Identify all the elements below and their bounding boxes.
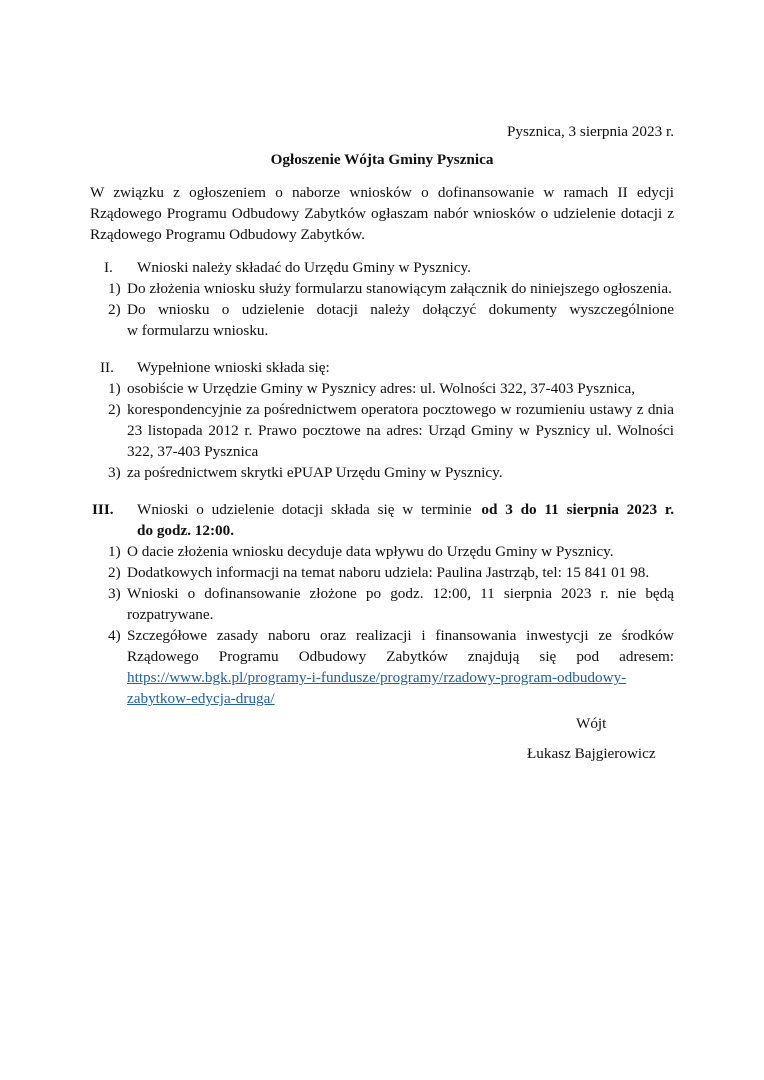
list-item: Dodatkowych informacji na temat naboru udziela: Paulina Jastrząb, tel: 15 841 01 98. [127, 564, 650, 581]
signature-role: Wójt [576, 715, 607, 732]
list-number: 2) [108, 301, 121, 318]
list-number: 4) [108, 627, 121, 644]
section-2-heading: Wypełnione wnioski składa się: [137, 359, 330, 376]
list-item-continuation: 322, 37-403 Pysznica [127, 443, 259, 460]
intro-line-2: Rządowego Programu Odbudowy Zabytków ogłaszam nabór wniosków o udzielenie dotacji z [90, 205, 674, 222]
signature-name: Łukasz Bajgierowicz [527, 745, 656, 762]
section-3-numeral: III. [92, 501, 114, 518]
list-number: 2) [108, 564, 121, 581]
list-number: 2) [108, 401, 121, 418]
list-item: osobiście w Urzędzie Gminy w Pysznicy adres: ul. Wolności 322, 37-403 Pysznica, [127, 380, 636, 397]
program-link[interactable]: https://www.bgk.pl/programy-i-fundusze/programy/rzadowy-program-odbudowy- [127, 669, 627, 686]
section-3-heading-text: Wnioski o udzielenie dotacji składa się w terminie [137, 501, 472, 518]
list-item: O dacie złożenia wniosku decyduje data wpływu do Urzędu Gminy w Pysznicy. [127, 543, 614, 560]
list-number: 1) [108, 543, 121, 560]
list-number: 3) [108, 464, 121, 481]
list-number: 1) [108, 380, 121, 397]
section-1-numeral: I. [104, 259, 113, 276]
section-1-heading: Wnioski należy składać do Urzędu Gminy w Pysznicy. [137, 259, 471, 276]
list-item: Do wniosku o udzielenie dotacji należy dołączyć dokumenty wyszczególnione [127, 301, 674, 318]
section-2-numeral: II. [100, 359, 114, 376]
deadline-dates: od 3 do 11 sierpnia 2023 r. [481, 501, 674, 518]
section-3-heading [137, 500, 674, 520]
deadline-time: do godz. 12:00. [137, 522, 235, 539]
list-item: Do złożenia wniosku służy formularzu stanowiącym załącznik do niniejszego ogłoszenia. [127, 280, 672, 297]
list-item-continuation: 23 listopada 2012 r. Prawo pocztowe na adres: Urząd Gminy w Pysznicy ul. Wolności [127, 422, 674, 439]
place-date: Pysznica, 3 sierpnia 2023 r. [506, 123, 674, 140]
list-item: za pośrednictwem skrytki ePUAP Urzędu Gminy w Pysznicy. [127, 464, 503, 481]
list-item: korespondencyjnie za pośrednictwem operatora pocztowego w rozumieniu ustawy z dnia [127, 401, 674, 418]
program-link-continuation[interactable]: zabytkow-edycja-druga/ [127, 690, 275, 707]
list-number: 1) [108, 280, 121, 297]
list-number: 3) [108, 585, 121, 602]
intro-line-3: Rządowego Programu Odbudowy Zabytków. [90, 226, 365, 243]
list-item: Szczegółowe zasady naboru oraz realizacji i finansowania inwestycji ze środków [127, 627, 674, 644]
list-item-continuation: rozpatrywane. [127, 606, 214, 623]
list-item: Wnioski o dofinansowanie złożone po godz. 12:00, 11 sierpnia 2023 r. nie będą [127, 585, 674, 602]
intro-line-1: W związku z ogłoszeniem o naborze wniosków o dofinansowanie w ramach II edycji [90, 184, 674, 201]
list-item-continuation: w formularzu wniosku. [127, 322, 269, 339]
list-item-continuation: Rządowego Programu Odbudowy Zabytków znajdują się pod adresem: [127, 648, 674, 665]
document-title: Ogłoszenie Wójta Gminy Pysznica [270, 151, 494, 168]
